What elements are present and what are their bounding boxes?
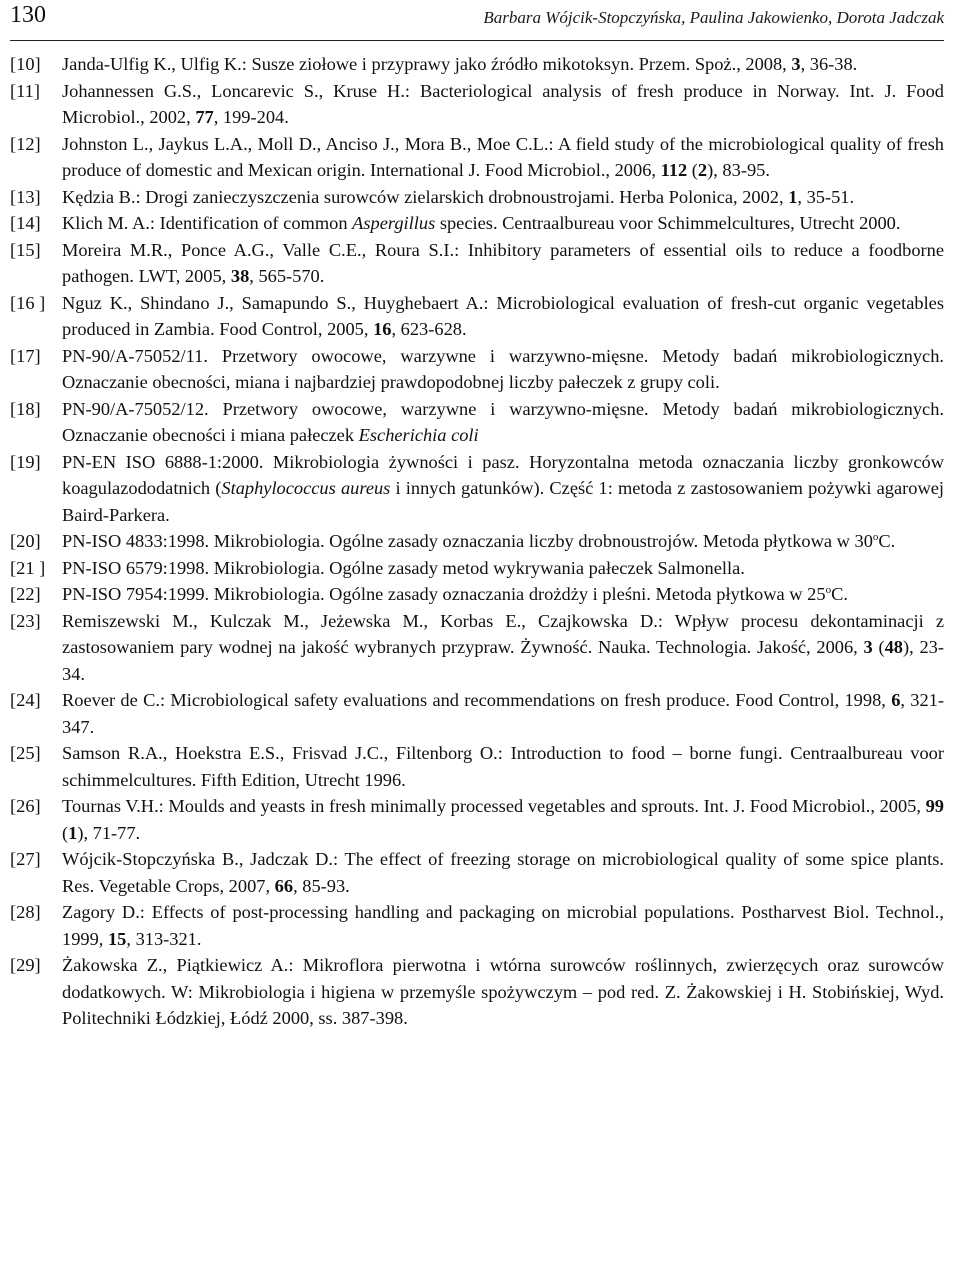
reference-segment: , 623-628. — [391, 319, 467, 339]
reference-number: [21 ] — [10, 557, 46, 578]
reference-number: [16 ] — [10, 292, 46, 313]
reference-segment: , 199-204. — [213, 107, 289, 127]
reference-segment: ( — [872, 637, 885, 657]
reference-volume: 6 — [891, 690, 901, 710]
reference-number: [14] — [10, 213, 41, 233]
reference-item — [10, 449, 944, 529]
reference-segment: Zagory D.: Effects of post-processing handling and packaging on microbial populations. Postharvest Biol. Technol., 1999, — [62, 902, 944, 949]
page-number: 130 — [10, 2, 46, 28]
reference-item — [10, 237, 944, 290]
reference-item — [10, 555, 944, 582]
reference-segment: Roever de C.: Microbiological safety evaluations and recommendations on fresh produce. Food Control, 1998, — [62, 690, 892, 710]
reference-item — [10, 899, 944, 952]
reference-segment: C. — [878, 531, 896, 551]
reference-segment: , 85-93. — [293, 875, 350, 896]
reference-number: [19] — [10, 451, 41, 472]
reference-text — [62, 449, 944, 529]
reference-segment: C. — [831, 584, 848, 604]
reference-text — [62, 51, 944, 78]
reference-number: [28] — [10, 902, 41, 922]
reference-number: [25] — [10, 743, 41, 763]
reference-segment: , 36-38. — [800, 54, 858, 74]
reference-segment: PN-ISO 6579:1998. Mikrobiologia. Ogólne zasady metod wykrywania pałeczek Salmonella. — [62, 557, 745, 578]
reference-text — [62, 396, 944, 449]
reference-number: [17] — [10, 345, 41, 366]
reference-item — [10, 846, 944, 899]
reference-segment: PN-ISO 7954:1999. Mikrobiologia. Ogólne zasady oznaczania drożdży i pleśni. Metoda płytkowa w 25 — [62, 584, 826, 604]
reference-segment: Tournas V.H.: Moulds and yeasts in fresh minimally processed vegetables and sprouts. Int. J. Food Microbiol., 2005, — [62, 796, 926, 816]
reference-segment: i innych gatunków). Część 1: metoda z zastosowaniem pożywki agarowej Baird-Parkera. — [62, 478, 945, 525]
reference-volume: 99 — [925, 796, 944, 816]
reference-segment: ), 71-77. — [77, 822, 141, 843]
reference-text — [62, 78, 944, 131]
reference-number: [18] — [10, 398, 41, 419]
reference-item — [10, 343, 944, 396]
reference-volume: 48 — [884, 637, 903, 657]
reference-number: [27] — [10, 849, 41, 869]
reference-segment: ( — [687, 160, 698, 180]
reference-text — [62, 343, 944, 396]
reference-segment: , 35-51. — [797, 186, 855, 207]
reference-volume: 66 — [274, 875, 294, 896]
reference-segment: PN-90/A-75052/12. Przetwory owocowe, warzywne i warzywno-mięsne. Metody badań mikrobiologicznych. Oznaczanie obecności i miana pałeczek — [62, 398, 944, 445]
reference-text — [62, 899, 944, 952]
reference-number: [15] — [10, 239, 41, 260]
reference-text — [62, 793, 944, 846]
reference-segment: PN-90/A-75052/11. Przetwory owocowe, warzywne i warzywno-mięsne. Metody badań mikrobiologicznych. Oznaczanie obecności, miana i najbardziej prawdopodobnej liczby pałeczek z grupy coli. — [62, 345, 944, 392]
reference-segment: , 565-570. — [249, 266, 325, 286]
reference-text — [62, 740, 944, 793]
reference-item — [10, 687, 944, 740]
reference-text — [62, 952, 944, 1032]
reference-segment: Wójcik-Stopczyńska B., Jadczak D.: The effect of freezing storage on microbiological quality of some spice plants. Res. Vegetable Crops, 2007, — [62, 849, 944, 896]
reference-segment: ), 83-95. — [707, 160, 770, 180]
reference-number: [26] — [10, 796, 41, 816]
reference-number: [20] — [10, 531, 41, 551]
reference-item — [10, 131, 944, 184]
reference-segment: Nguz K., Shindano J., Samapundo S., Huyghebaert A.: Microbiological evaluation of fresh-cut organic vegetables produced in Zambia. Food Control, 2005, — [62, 292, 944, 339]
reference-segment: Klich M. A.: Identification of common — [62, 213, 353, 233]
reference-text — [62, 687, 944, 740]
reference-segment: ), 23-34. — [62, 637, 944, 684]
reference-volume: 15 — [107, 928, 127, 949]
reference-species-name: Escherichia coli — [358, 425, 479, 445]
reference-segment: Johannessen G.S., Loncarevic S., Kruse H.: Bacteriological analysis of fresh produce in Norway. Int. J. Food Microbiol., 2002, — [62, 80, 944, 127]
reference-item — [10, 396, 944, 449]
reference-text — [62, 210, 944, 237]
reference-item — [10, 740, 944, 793]
reference-species-name: Aspergillus — [352, 213, 436, 233]
reference-number: [22] — [10, 584, 41, 604]
reference-number: [11] — [10, 80, 40, 101]
reference-text — [62, 237, 944, 290]
reference-segment: Kędzia B.: Drogi zanieczyszczenia surowców zielarskich drobnoustrojami. Herba Polonica, 2002, — [62, 186, 789, 207]
reference-segment: Moreira M.R., Ponce A.G., Valle C.E., Roura S.I.: Inhibitory parameters of essential oils to reduce a foodborne pathogen. LWT, 2005, — [62, 239, 944, 286]
reference-item — [10, 608, 944, 688]
reference-text — [62, 846, 944, 899]
degree-superscript: o — [825, 583, 832, 596]
page-header — [10, 0, 944, 41]
reference-volume: 112 — [660, 160, 688, 180]
reference-item — [10, 290, 944, 343]
reference-volume: 16 — [373, 319, 392, 339]
reference-item — [10, 210, 944, 237]
reference-text — [62, 184, 944, 211]
reference-text — [62, 555, 944, 582]
reference-segment: PN-ISO 4833:1998. Mikrobiologia. Ogólne zasady oznaczania liczby drobnoustrojów. Metoda płytkowa w 30 — [62, 531, 873, 551]
reference-volume: 1 — [788, 186, 798, 207]
reference-segment: Samson R.A., Hoekstra E.S., Frisvad J.C., Filtenborg O.: Introduction to food – borne fungi. Centraalbureau voor schimmelcultures. Fifth Edition, Utrecht 1996. — [62, 743, 944, 790]
reference-segment: PN-EN ISO 6888-1:2000. Mikrobiologia żywności i pasz. Horyzontalna metoda oznaczania liczby gronkowców koagulazododatnich ( — [62, 451, 944, 498]
reference-text — [62, 290, 944, 343]
reference-item — [10, 793, 944, 846]
reference-number: [13] — [10, 186, 41, 207]
reference-segment: Remiszewski M., Kulczak M., Jeżewska M., Korbas E., Czajkowska D.: Wpływ procesu dekontaminacji z zastosowaniem pary wodnej na jakość wybranych przypraw. Żywność. Nauka. Technologia. Jakość, 2006, — [62, 610, 944, 657]
reference-number: [23] — [10, 610, 41, 631]
reference-number: [29] — [10, 955, 41, 975]
reference-segment: Żakowska Z., Piątkiewicz A.: Mikroflora pierwotna i wtórna surowców roślinnych, zwierzęcych oraz surowców dodatkowych. W: Mikrobiologia i higiena w przemyśle spożywczym – pod red. Z. Żakowskiej i H. Stobińskiej, Wyd. Politechniki Łódzkiej, Łódź 2000, ss. 387-398. — [62, 955, 944, 1028]
reference-item — [10, 528, 944, 555]
reference-text — [62, 581, 944, 608]
reference-segment: species. Centraalbureau voor Schimmelcultures, Utrecht 2000. — [435, 213, 901, 233]
reference-item — [10, 581, 944, 608]
reference-volume: 2 — [697, 160, 708, 180]
reference-species-name: Staphylococcus aureus — [221, 478, 391, 498]
reference-volume: 1 — [68, 822, 78, 843]
reference-number: [24] — [10, 690, 41, 710]
reference-text — [62, 608, 944, 688]
reference-volume: 3 — [791, 54, 801, 74]
reference-volume: 77 — [195, 107, 214, 127]
reference-text — [62, 131, 944, 184]
running-head-authors: Barbara Wójcik-Stopczyńska, Paulina Jakowienko, Dorota Jadczak — [483, 8, 944, 27]
degree-superscript: o — [872, 530, 879, 543]
reference-item — [10, 952, 944, 1032]
reference-item — [10, 51, 944, 78]
reference-segment: , 313-321. — [126, 928, 202, 949]
reference-number: [10] — [10, 54, 41, 74]
reference-list — [10, 51, 944, 1032]
reference-segment: ( — [62, 822, 69, 843]
reference-item — [10, 78, 944, 131]
reference-segment: Johnston L., Jaykus L.A., Moll D., Anciso J., Mora B., Moe C.L.: A field study of the microbiological quality of fresh produce of domestic and Mexican origin. International J. Food Microbiol., 2006, — [62, 133, 944, 180]
reference-segment: , 321-347. — [62, 690, 945, 737]
reference-segment: Janda-Ulfig K., Ulfig K.: Susze ziołowe i przyprawy jako źródło mikotoksyn. Przem. Spoż., 2008, — [62, 54, 792, 74]
reference-volume: 3 — [863, 637, 873, 657]
reference-text — [62, 528, 944, 555]
reference-volume: 38 — [230, 266, 250, 286]
reference-item — [10, 184, 944, 211]
reference-number: [12] — [10, 133, 41, 154]
